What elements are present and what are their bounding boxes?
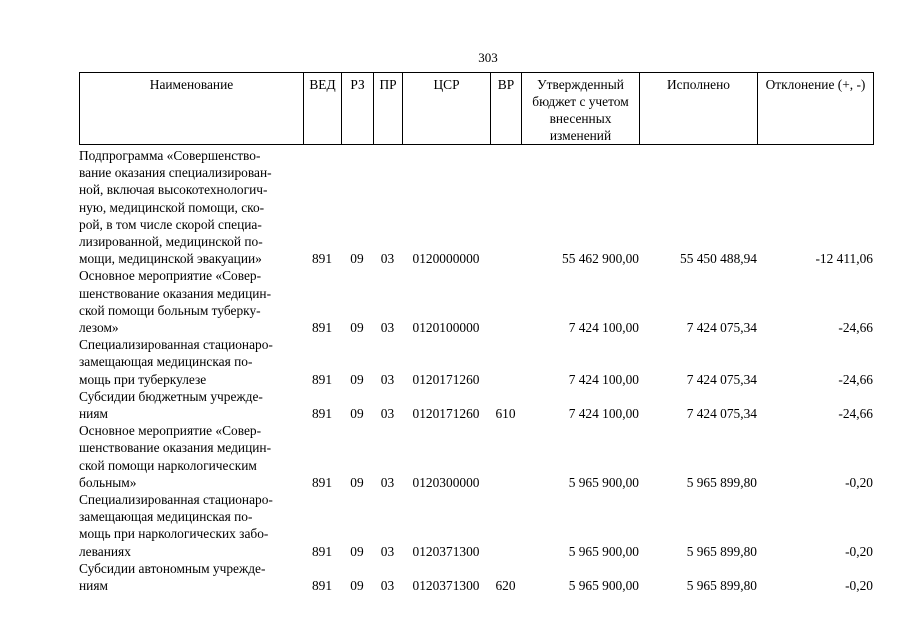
deviation-cell: -12 411,06: [815, 251, 873, 267]
ved-cell: 891: [311, 406, 333, 422]
name-line: Основное мероприятие «Совер-: [79, 423, 262, 439]
approved-cell: 5 965 900,00: [568, 543, 639, 559]
pr-cell: 03: [380, 371, 395, 387]
vr-cell: 610: [495, 406, 516, 422]
vr-cell: [490, 422, 521, 491]
deviation-cell: -24,66: [838, 406, 873, 422]
name-line: ской помощи наркологическим: [79, 457, 257, 473]
vr-cell: [490, 336, 521, 388]
executed-cell: 7 424 075,34: [686, 320, 757, 336]
name-line: лизированной, медицинской по-: [79, 234, 263, 250]
csr-cell: 0120171260: [412, 371, 480, 387]
name-cell: [79, 560, 303, 594]
name-line: мощи, медицинской эвакуации»: [79, 251, 262, 267]
approved-cell: 7 424 100,00: [568, 320, 639, 336]
name-line: мощь при наркологических забо-: [79, 526, 269, 542]
name-line: Основное мероприятие «Совер-: [79, 268, 262, 284]
approved-cell: 5 965 900,00: [568, 578, 639, 594]
vr-cell: [490, 491, 521, 560]
name-line: ную, медицинской помощи, ско-: [79, 199, 265, 215]
page-number: 303: [478, 50, 498, 65]
name-line: Специализированная стационаро-: [79, 337, 273, 353]
ved-cell: 891: [311, 371, 333, 387]
pr-cell: 03: [380, 251, 395, 267]
approved-cell: 7 424 100,00: [568, 406, 639, 422]
col-header-executed: Исполнено: [640, 73, 758, 145]
name-cell: [79, 267, 303, 336]
col-header-pr: ПР: [374, 73, 403, 145]
pr-cell: 03: [380, 320, 395, 336]
csr-cell: 0120171260: [412, 406, 480, 422]
table-row: [79, 491, 873, 560]
csr-cell: 0120300000: [412, 474, 480, 490]
name-line: ской помощи больным туберку-: [79, 302, 261, 318]
deviation-cell: -0,20: [845, 543, 873, 559]
ved-cell: 891: [311, 578, 333, 594]
deviation-cell: -24,66: [838, 371, 873, 387]
name-line: рой, в том числе скорой специа-: [79, 216, 262, 232]
executed-cell: 7 424 075,34: [686, 406, 757, 422]
name-cell: [79, 422, 303, 491]
pr-cell: 03: [380, 578, 395, 594]
col-header-deviation: Отклонение (+, -): [758, 73, 874, 145]
csr-cell: 0120371300: [412, 578, 480, 594]
table-row: [79, 267, 873, 336]
col-header-vr: ВР: [491, 73, 522, 145]
name-line: Специализированная стационаро-: [79, 492, 273, 508]
table-row: [79, 336, 873, 388]
approved-cell: 7 424 100,00: [568, 371, 639, 387]
name-line: ниям: [79, 406, 108, 422]
name-line: мощь при туберкулезе: [79, 371, 207, 387]
executed-cell: 7 424 075,34: [686, 371, 757, 387]
rz-cell: 09: [350, 371, 364, 387]
name-line: Подпрограмма «Совершенство-: [79, 148, 261, 163]
name-line: ной, включая высокотехнологич-: [79, 182, 268, 198]
name-line: вание оказания специализирован-: [79, 165, 272, 181]
deviation-cell: -0,20: [845, 474, 873, 490]
name-line: Субсидии бюджетным учрежде-: [79, 388, 263, 404]
name-line: Субсидии автономным учрежде-: [79, 560, 266, 576]
pr-cell: 03: [380, 543, 395, 559]
table-row: [79, 388, 873, 422]
executed-cell: 5 965 899,80: [686, 474, 757, 490]
col-header-ved: ВЕД: [304, 73, 342, 145]
name-line: ниям: [79, 578, 108, 594]
executed-cell: 55 450 488,94: [680, 251, 757, 267]
csr-cell: 0120000000: [412, 251, 480, 267]
table-body: [79, 147, 873, 594]
col-header-rz: РЗ: [342, 73, 374, 145]
name-line: замещающая медицинская по-: [79, 354, 253, 370]
vr-cell: 620: [495, 578, 516, 594]
name-cell: [79, 388, 303, 422]
ved-cell: 891: [311, 543, 333, 559]
rz-cell: 09: [350, 578, 364, 594]
executed-cell: 5 965 899,80: [686, 578, 757, 594]
pr-cell: 03: [380, 474, 395, 490]
pr-cell: 03: [380, 406, 395, 422]
name-line: больным»: [79, 474, 137, 490]
rz-cell: 09: [350, 543, 364, 559]
table-header: [79, 72, 874, 145]
rz-cell: 09: [350, 320, 364, 336]
ved-cell: 891: [311, 474, 333, 490]
vr-cell: [490, 267, 521, 336]
csr-cell: 0120100000: [412, 320, 480, 336]
ved-cell: 891: [311, 251, 333, 267]
rz-cell: 09: [350, 474, 364, 490]
name-line: лезом»: [79, 320, 119, 336]
name-line: леваниях: [79, 543, 131, 559]
rz-cell: 09: [350, 251, 364, 267]
col-header-approved: Утвержденный бюджет с учетом внесенных изменений: [522, 73, 640, 145]
table-row: [79, 422, 873, 491]
col-header-name: Наименование: [80, 73, 304, 145]
deviation-cell: -0,20: [845, 578, 873, 594]
table-row: [79, 147, 873, 267]
rz-cell: 09: [350, 406, 364, 422]
executed-cell: 5 965 899,80: [686, 543, 757, 559]
name-line: шенствование оказания медицин-: [79, 440, 272, 456]
csr-cell: 0120371300: [412, 543, 480, 559]
name-cell: [79, 336, 303, 388]
deviation-cell: -24,66: [838, 320, 873, 336]
name-line: шенствование оказания медицин-: [79, 285, 272, 301]
name-line: замещающая медицинская по-: [79, 509, 253, 525]
approved-cell: 55 462 900,00: [562, 251, 639, 267]
approved-cell: 5 965 900,00: [568, 474, 639, 490]
ved-cell: 891: [311, 320, 333, 336]
name-cell: [79, 491, 303, 560]
table-row: [79, 560, 873, 594]
name-cell: [79, 147, 303, 267]
col-header-csr: ЦСР: [403, 73, 491, 145]
vr-cell: [490, 147, 521, 267]
